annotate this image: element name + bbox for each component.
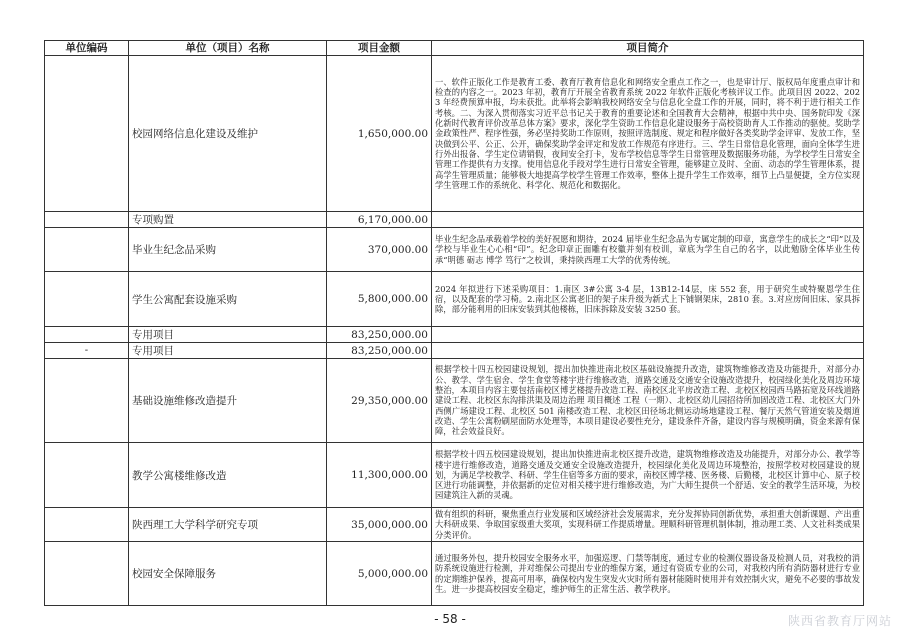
header-name: 单位（项目）名称 — [129, 41, 327, 56]
cell-code: - — [45, 343, 129, 359]
cell-amount: 5,800,000.00 — [327, 272, 432, 327]
budget-table — [44, 40, 864, 606]
cell-code — [45, 272, 129, 327]
cell-desc: 一、软件正版化工作是教育工委、教育厅教育信息化和网络安全重点工作之一，也是审计厅、版权局年度重点审计和检查的内容之一。2023 年初，教育厅开展全省教育系统 2022 年软件正版化考核评议工作。此项目因 2022、2023 年经费预算申报，均未获批。此举将会影响我校网络安全与信息化全盘工作的开展，同时，将不利于进行相关工作考核。二、为深入贯彻落实习近平总书记关于教育的重要论述和全国教育大会精神，根据中共中央、国务院印发《深化新时代教育评价改革总体方案》要求，深化学生资助工作信息化建设服务于高校资助育人工作推动的驱使。奖助学金政策性严、程序性强，务必坚持奖助工作原则，按照评选制度、规定和程序做好各类奖助学金评审、发放工作，坚决做到公平、公正、公开，确保奖助学金评定和发放工作规范有序进行。三、学生日常信息化管理，面向全体学生进行外出报备、学生定位请销假，夜间安全打卡，发布学校信息等学生日常管理及数据服务功能，为学校学生日常安全管理工作提供有力支撑。使用信息化手段对学生进行日常安全管理，能够建立及时、全面、动态的学生管理体系，提高学生管理质量；能够极大地提高学校学生管理工作效率，整体上提升学生工作效率，细节上凸显便捷，全方位实现学生管理工作的系统化、科学化、规范化和数据化。 — [432, 56, 864, 212]
cell-name: 专项购置 — [129, 212, 327, 228]
cell-desc: 毕业生纪念品承载着学校的美好祝愿和期待，2024 届毕业生纪念品为专属定制的印章，寓意学生的成长之“印”以及学校与毕业生心心相“印”。纪念印章正面雕有校徽并刻有校训，章底为学生自己的名字，以此勉励全体毕业生传承“明德 砺志 博学 笃行”之校训，秉持陕西理工大学的优秀传统。 — [432, 228, 864, 272]
cell-code — [45, 56, 129, 212]
cell-desc: 2024 年拟进行下述采购项目：1.南区 3#公寓 3-4 层，13B12-14层，床 552 套，用于研究生或特聚恩学生住宿，以及配套的学习椅。2.南北区公寓老旧的架子床升级为新式上下铺钢架床，2810 套。3.对应房间旧床、家具拆除，部分能利用的旧床安装到其他楼栋，旧床拆除及安装 3250 套。 — [432, 272, 864, 327]
table-row — [45, 343, 864, 359]
cell-amount: 83,250,000.00 — [327, 327, 432, 343]
cell-desc: 通过服务外包，提升校园安全服务水平，加强巡逻、门禁等制度，通过专业的检测仪器设备及检测人员，对我校的消防系统设施进行检测，并对维保公司提出专业的维保方案，通过有资质专业的公司，对我校内所有消防器材进行专业的定期维护保养，提高可用率，确保校内发生突发火灾时所有器材能随时使用并有效控制火灾，避免不必要的事故发生。进一步提高校园安全稳定，维护师生的正常生活、教学秩序。 — [432, 542, 864, 606]
cell-amount: 83,250,000.00 — [327, 343, 432, 359]
table-row — [45, 542, 864, 606]
cell-amount: 35,000,000.00 — [327, 508, 432, 542]
cell-name: 学生公寓配套设施采购 — [129, 272, 327, 327]
cell-name: 专用项目 — [129, 343, 327, 359]
watermark: 陕西省教育厅网站 — [787, 614, 892, 628]
table-row — [45, 359, 864, 443]
cell-desc: 做有组织的科研，聚焦重点行业发展和区域经济社会发展需求，充分发挥协同创新优势，承担重大创新课题、产出重大科研成果、争取国家级重大奖项，实现科研工作提质增量。理顺科研管理机制体制，推动理工类、人文社科类成果分类评价。 — [432, 508, 864, 542]
cell-name: 教学公寓楼维修改造 — [129, 443, 327, 508]
cell-amount: 6,170,000.00 — [327, 212, 432, 228]
header-amount: 项目金额 — [327, 41, 432, 56]
cell-code — [45, 212, 129, 228]
cell-desc — [432, 212, 864, 228]
header-desc: 项目简介 — [432, 41, 864, 56]
cell-code — [45, 228, 129, 272]
table-row — [45, 443, 864, 508]
cell-desc: 根据学校十四五校园建设规划，提出加快推进南北校区提升改造，建筑物维修改造及功能提升，对部分办公、教学等楼宇进行维修改造，道路交通及交通安全设施改造提升，校园绿化美化及周边环境整治，按照学校对校园建设的规划，为满足学校教学、科研、学生住宿等多方面的要求，南校区博学楼、医务楼、后勤楼，北校区计算中心、原子校区进行功能调整，并依据新的定位对相关楼宇进行维修改造，为广大师生提供一个舒适、安全的教学生活环境，为校园建筑注入新的灵魂。 — [432, 443, 864, 508]
cell-name: 毕业生纪念品采购 — [129, 228, 327, 272]
cell-amount: 1,650,000.00 — [327, 56, 432, 212]
cell-code — [45, 508, 129, 542]
cell-code — [45, 327, 129, 343]
cell-name: 校园安全保障服务 — [129, 542, 327, 606]
cell-name: 校园网络信息化建设及维护 — [129, 56, 327, 212]
cell-desc — [432, 327, 864, 343]
cell-desc: 根据学校十四五校园建设规划，提出加快推进南北校区基础设施提升改造，建筑物维修改造及功能提升，对部分办公、教学、学生宿舍、学生食堂等楼宇进行维修改造，道路交通及交通安全设施改造提升，校园绿化美化及周边环境整治，本项目内容主要包括南校区博艺楼提升改造工程、南校区北平房改造工程、北校区校园西马路拓宽及环线道路建设工程、北校区东沟排洪渠及周边治理 项目概述 工程（一期）、北校区幼儿园招待所加固改造工程、北校区大门外西侧广场建设工程、北校区 501 南楼改造工程、北校区田径场北侧运动场地建设工程、餐厅天然气管道安装及烟道改造、学生公寓粉刷屋面防水处理等，本项目建设必要性充分，建设条件齐备，建设内容与规模明确，资金来源有保障，社会效益良好。 — [432, 359, 864, 443]
cell-desc — [432, 343, 864, 359]
cell-name: 陕西理工大学科学研究专项 — [129, 508, 327, 542]
cell-name: 专用项目 — [129, 327, 327, 343]
cell-amount: 11,300,000.00 — [327, 443, 432, 508]
cell-amount: 29,350,000.00 — [327, 359, 432, 443]
header-code: 单位编码 — [45, 41, 129, 56]
cell-code — [45, 359, 129, 443]
cell-code — [45, 443, 129, 508]
table-row — [45, 508, 864, 542]
table-row — [45, 56, 864, 212]
cell-code — [45, 542, 129, 606]
table-header-row — [45, 41, 864, 56]
table-row — [45, 228, 864, 272]
cell-amount: 370,000.00 — [327, 228, 432, 272]
page-number: - 58 - — [434, 612, 466, 626]
table-row — [45, 212, 864, 228]
cell-amount: 5,000,000.00 — [327, 542, 432, 606]
table-row — [45, 272, 864, 327]
cell-name: 基础设施维修改造提升 — [129, 359, 327, 443]
table-row — [45, 327, 864, 343]
